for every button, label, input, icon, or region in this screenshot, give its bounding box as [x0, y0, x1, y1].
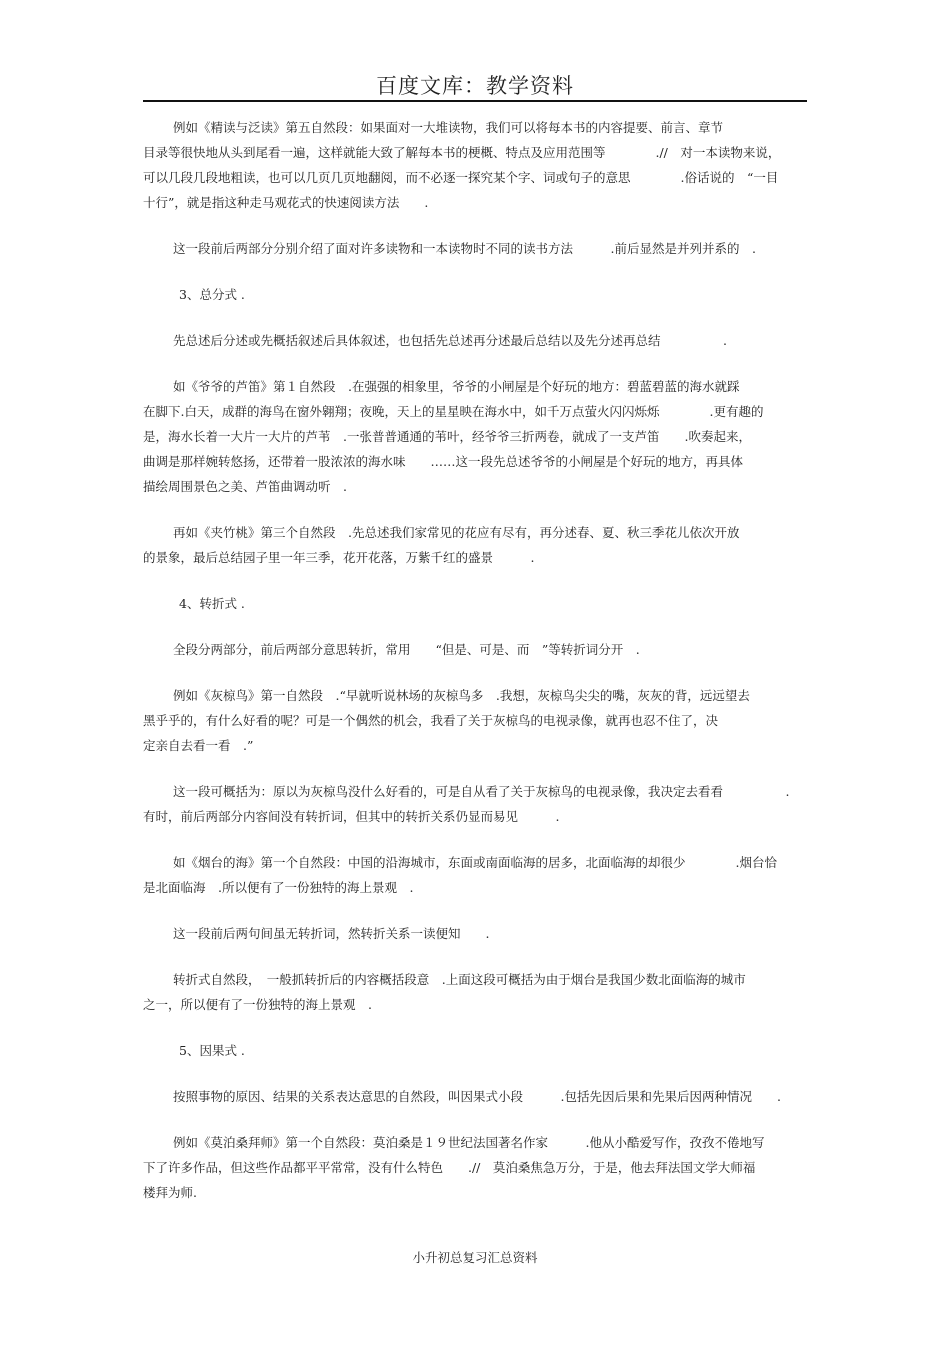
paragraph-line: 如《烟台的海》第一个自然段：中国的沿海城市，东面或南面临海的居多，北面临海的却很少 .烟台恰 [173, 855, 777, 870]
page-header-title: 百度文库：教学资料 [376, 74, 574, 98]
paragraph-line: 下了许多作品，但这些作品都平平常常，没有什么特色 .// 莫泊桑焦急万分，于是，他去拜法国文学大师福 [143, 1160, 756, 1175]
paragraph-line: 例如《莫泊桑拜师》第一个自然段：莫泊桑是１９世纪法国著名作家 .他从小酷爱写作，孜孜不倦地写 [173, 1135, 765, 1150]
paragraph [143, 921, 807, 946]
paragraph-line: 在脚下.白天，成群的海鸟在窗外翱翔；夜晚，天上的星星映在海水中，如千万点萤火闪闪烁烁 .更有趣的 [143, 404, 764, 419]
paragraph [143, 328, 807, 353]
paragraph-gap [143, 570, 807, 591]
section-heading [143, 1038, 807, 1063]
paragraph-line: 这一段前后两部分分别介绍了面对许多读物和一本读物时不同的读书方法 .前后显然是并列并系的 . [173, 241, 756, 256]
paragraph [143, 967, 807, 1017]
paragraph-gap [143, 1017, 807, 1038]
paragraph-gap [143, 1063, 807, 1084]
paragraph-line: 如《爷爷的芦笛》第１自然段 .在强强的相象里，爷爷的小闸屋是个好玩的地方：碧蓝碧蓝的海水就踩 [173, 379, 740, 394]
paragraph-gap [143, 307, 807, 328]
paragraph-line: 全段分两部分，前后两部分意思转折，常用 “但是、可是、而 ”等转折词分开 . [173, 642, 640, 657]
paragraph-line: 先总述后分述或先概括叙述后具体叙述，也包括先总述再分述最后总结以及先分述再总结 . [173, 333, 727, 348]
paragraph-line: 3、总分式 . [179, 287, 245, 302]
paragraph-line: 再如《夹竹桃》第三个自然段 .先总述我们家常见的花应有尽有，再分述春、夏、秋三季花儿依次开放 [173, 525, 740, 540]
paragraph [143, 1084, 807, 1109]
paragraph-line: 例如《精读与泛读》第五自然段：如果面对一大堆读物，我们可以将每本书的内容提要、前言、章节 [173, 120, 724, 135]
paragraph [143, 236, 807, 261]
paragraph [143, 520, 807, 570]
paragraph [143, 1130, 807, 1205]
paragraph-line: 之一，所以便有了一份独特的海上景观 . [143, 997, 372, 1012]
section-heading [143, 591, 807, 616]
paragraph-line: 可以几段几段地粗读，也可以几页几页地翻阅，而不必逐一探究某个字、词或句子的意思 .俗话说的 “一目 [143, 170, 779, 185]
paragraph-line: 5、因果式 . [179, 1043, 245, 1058]
paragraph-line: 十行”，就是指这种走马观花式的快速阅读方法 . [143, 195, 429, 210]
paragraph-line: 4、转折式 . [179, 596, 245, 611]
paragraph [143, 637, 807, 662]
paragraph-gap [143, 1109, 807, 1130]
paragraph-line: 黑乎乎的，有什么好看的呢？可是一个偶然的机会，我看了关于灰椋鸟的电视录像，就再也忍不住了，决 [143, 713, 719, 728]
paragraph-gap [143, 662, 807, 683]
paragraph-line: 描绘周围景色之美、芦笛曲调动听 . [143, 479, 347, 494]
paragraph [143, 115, 807, 215]
header-rule [143, 100, 807, 102]
paragraph-line: 例如《灰椋鸟》第一自然段 .“早就听说林场的灰椋鸟多 .我想，灰椋鸟尖尖的嘴，灰灰的背，远远望去 [173, 688, 750, 703]
paragraph-line: 定亲自去看一看 .” [143, 738, 254, 753]
paragraph-line: 是北面临海 .所以便有了一份独特的海上景观 . [143, 880, 414, 895]
paragraph-line: 有时，前后两部分内容间没有转折词，但其中的转折关系仍显而易见 . [143, 809, 560, 824]
paragraph-line: 目录等很快地从头到尾看一遍，这样就能大致了解每本书的梗概、特点及应用范围等 .// 对一本读物来说， [143, 145, 781, 160]
page-footer: 小升初总复习汇总资料 [412, 1250, 538, 1265]
paragraph-line: 楼拜为师. [143, 1185, 197, 1200]
section-heading [143, 282, 807, 307]
document-body [143, 115, 807, 1205]
paragraph-line: 曲调是那样婉转悠扬，还带着一股浓浓的海水味 ……这一段先总述爷爷的小闸屋是个好玩的地方，再具体 [143, 454, 744, 469]
paragraph-line: 的景象，最后总结园子里一年三季，花开花落，万紫千红的盛景 . [143, 550, 535, 565]
paragraph-gap [143, 499, 807, 520]
paragraph-gap [143, 261, 807, 282]
paragraph [143, 779, 807, 829]
paragraph-line: 这一段可概括为：原以为灰椋鸟没什么好看的，可是自从看了关于灰椋鸟的电视录像，我决定去看看 . [173, 784, 790, 799]
paragraph [143, 374, 807, 499]
paragraph [143, 850, 807, 900]
paragraph-line: 转折式自然段， 一般抓转折后的内容概括段意 .上面这段可概括为由于烟台是我国少数北面临海的城市 [173, 972, 746, 987]
paragraph-line: 是，海水长着一大片一大片的芦苇 .一张普普通通的苇叶，经爷爷三折两卷，就成了一支芦笛 .吹奏起来， [143, 429, 751, 444]
paragraph-line: 这一段前后两句间虽无转折词，然转折关系一读便知 . [173, 926, 490, 941]
paragraph-gap [143, 946, 807, 967]
paragraph-line: 按照事物的原因、结果的关系表达意思的自然段，叫因果式小段 .包括先因后果和先果后因两种情况 . [173, 1089, 781, 1104]
paragraph-gap [143, 900, 807, 921]
paragraph-gap [143, 215, 807, 236]
paragraph-gap [143, 829, 807, 850]
paragraph-gap [143, 616, 807, 637]
paragraph [143, 683, 807, 758]
paragraph-gap [143, 758, 807, 779]
paragraph-gap [143, 353, 807, 374]
